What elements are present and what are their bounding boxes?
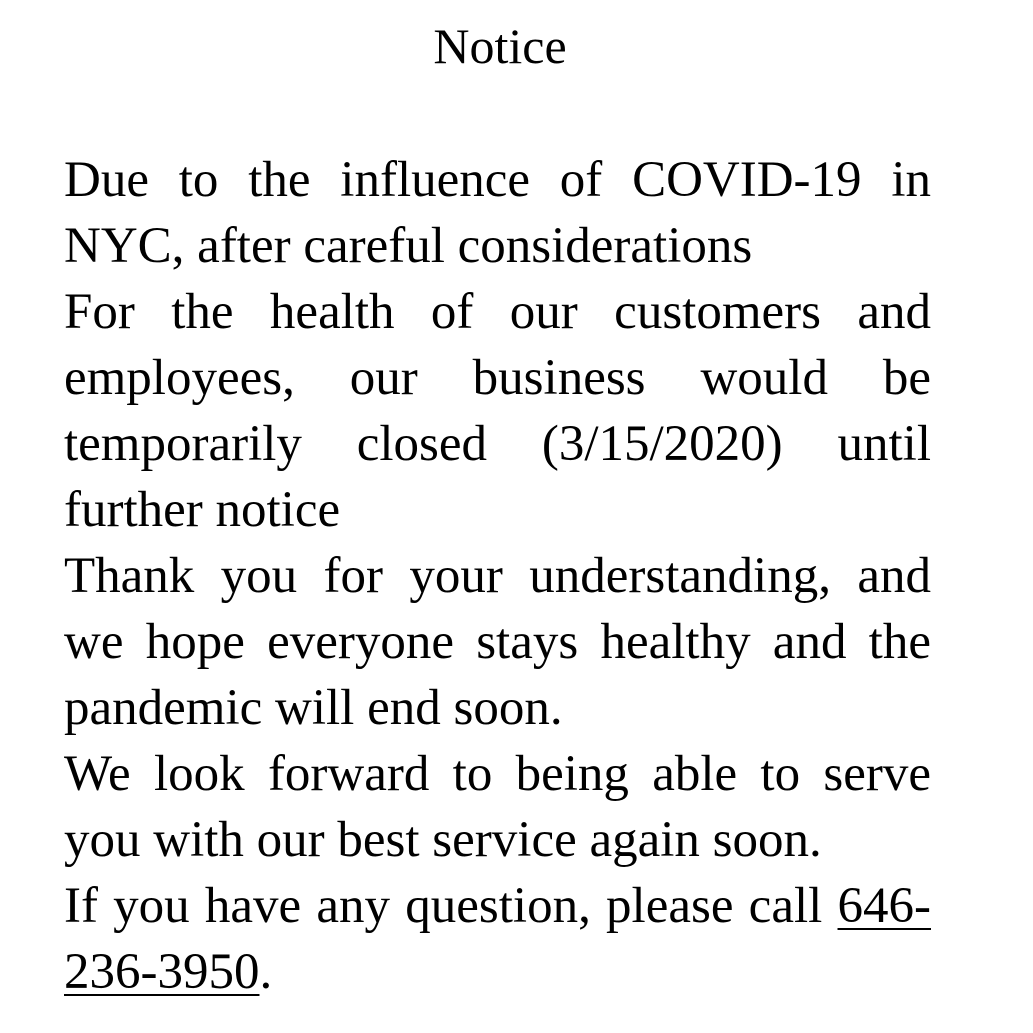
- paragraph-contact: [64, 873, 931, 1005]
- contact-prefix: If you have any question, please call: [64, 878, 823, 934]
- contact-suffix: .: [259, 944, 273, 1000]
- phone-number-link[interactable]: 646-236-3950: [64, 878, 931, 1000]
- paragraph-temporary-closure: For the health of our customers and employees, our business would be temporarily closed (3/15/2020) until further notice: [64, 284, 931, 538]
- notice-title: Notice: [433, 18, 567, 74]
- paragraph-covid-influence: Due to the influence of COVID-19 in NYC, after careful considerations: [64, 152, 931, 274]
- paragraph-look-forward: We look forward to being able to serve you with our best service again soon.: [64, 746, 931, 868]
- paragraph-thank-you: Thank you for your understanding, and we hope everyone stays healthy and the pandemic will end soon.: [64, 548, 931, 736]
- notice-body: [64, 147, 931, 1005]
